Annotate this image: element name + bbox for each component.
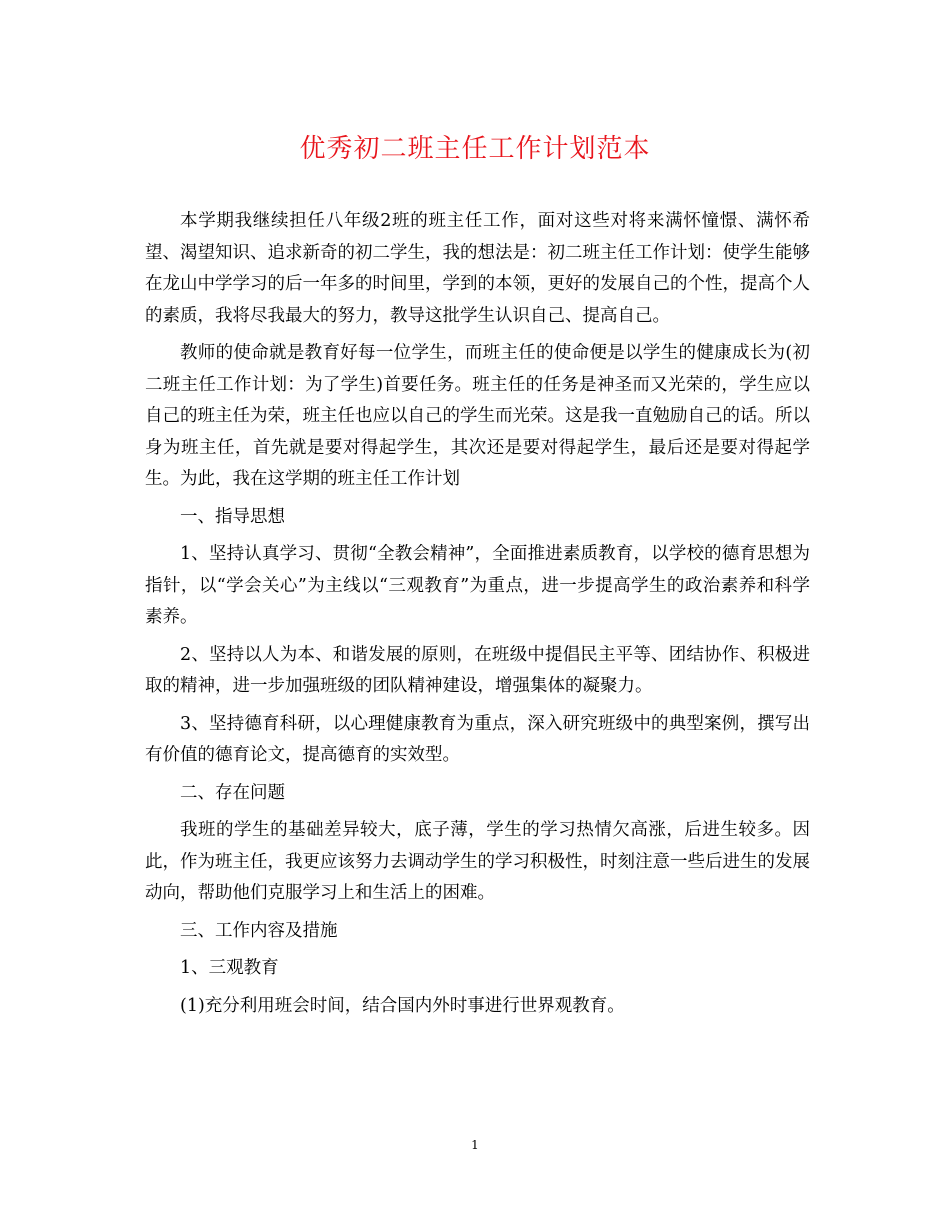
paragraph: (1)充分利用班会时间，结合国内外时事进行世界观教育。 xyxy=(180,995,625,1016)
page-number: 1 xyxy=(471,1138,479,1152)
paragraph: 1、坚持认真学习、贯彻“全教会精神”，全面推进素质教育，以学校的德育思想为指针，以“学会关心”为主线以“三观教育”为重点，进一步提高学生的政治素养和科学素养。 xyxy=(145,544,810,627)
section-heading: 三、工作内容及措施 xyxy=(180,920,338,941)
paragraph: 本学期我继续担任八年级2班的班主任工作，面对这些对将来满怀憧憬、满怀希望、渴望知识、追求新奇的初二学生，我的想法是：初二班主任工作计划：使学生能够在龙山中学学习的后一年多的时间里，学到的本领，更好的发展自己的个性，提高个人的素质，我将尽我最大的努力，教导这批学生认识自己、提高自己。 xyxy=(145,211,810,326)
paragraph: 我班的学生的基础差异较大，底子薄，学生的学习热情欠高涨，后进生较多。因此，作为班主任，我更应该努力去调动学生的学习积极性，时刻注意一些后进生的发展动向，帮助他们克服学习上和生活上的困难。 xyxy=(145,820,810,903)
paragraph: 3、坚持德育科研，以心理健康教育为重点，深入研究班级中的典型案例，撰写出有价值的德育论文，提高德育的实效型。 xyxy=(145,713,810,765)
subsection-heading: 1、三观教育 xyxy=(180,958,279,978)
document-title: 优秀初二班主任工作计划范本 xyxy=(299,134,651,164)
section-heading: 二、存在问题 xyxy=(180,782,285,803)
document-body xyxy=(145,206,810,1028)
section-heading: 一、指导思想 xyxy=(180,506,285,527)
paragraph: 教师的使命就是教育好每一位学生，而班主任的使命便是以学生的健康成长为(初二班主任工作计划：为了学生)首要任务。班主任的任务是神圣而又光荣的，学生应以自己的班主任为荣，班主任也应以自己的学生而光荣。这是我一直勉励自己的话。所以身为班主任，首先就是要对得起学生，其次还是要对得起学生，最后还是要对得起学生。为此，我在这学期的班主任工作计划 xyxy=(145,343,810,489)
paragraph: 2、坚持以人为本、和谐发展的原则，在班级中提倡民主平等、团结协作、积极进取的精神，进一步加强班级的团队精神建设，增强集体的凝聚力。 xyxy=(145,644,810,696)
